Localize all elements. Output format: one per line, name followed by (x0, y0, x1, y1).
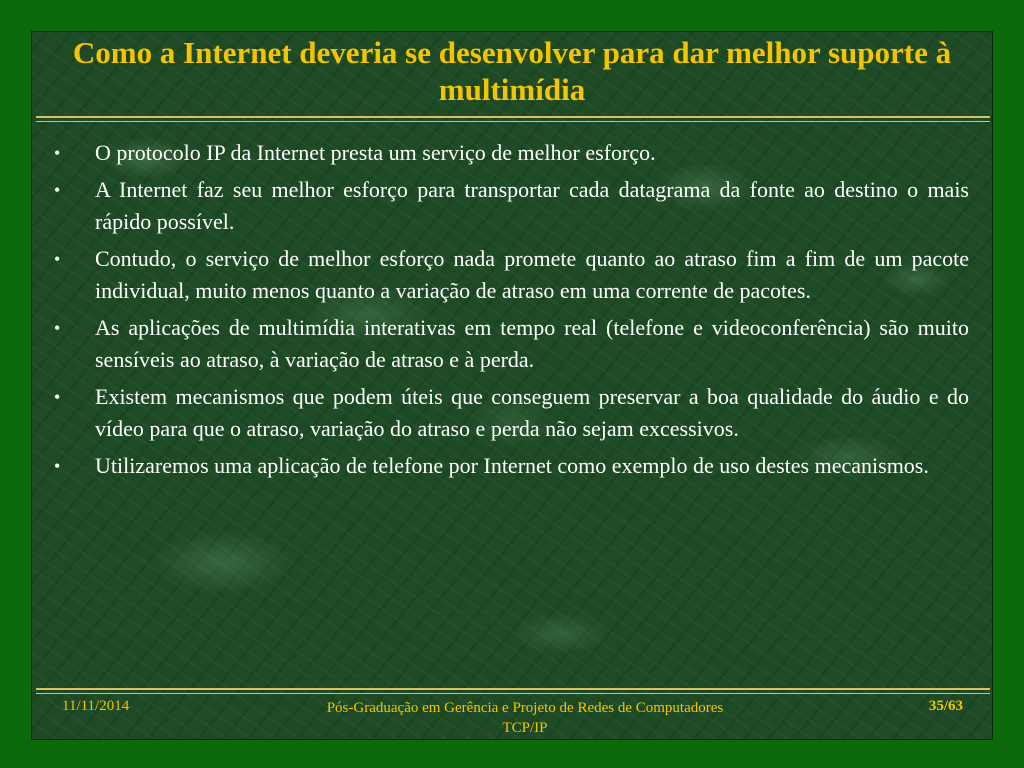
bullet-icon: • (54, 318, 61, 338)
bullet-icon: • (54, 249, 61, 269)
bullet-list (52, 137, 969, 487)
bullet-text: O protocolo IP da Internet presta um serviço de melhor esforço. (95, 140, 656, 165)
bullet-item (52, 312, 969, 376)
footer-course (220, 698, 830, 738)
bullet-item (52, 450, 969, 482)
bullet-text: Existem mecanismos que podem úteis que conseguem preservar a boa qualidade do áudio e do vídeo para que o atraso, variação do atraso e perda não sejam excessivos. (95, 384, 969, 441)
bullet-icon: • (54, 180, 61, 200)
bullet-text: Contudo, o serviço de melhor esforço nada promete quanto ao atraso fim a fim de um pacote individual, muito menos quanto a variação de atraso em uma corrente de pacotes. (95, 246, 969, 303)
footer-date: 11/11/2014 (62, 698, 130, 714)
bullet-text: As aplicações de multimídia interativas em tempo real (telefone e videoconferência) são muito sensíveis ao atraso, à variação de atraso e à perda. (95, 315, 969, 372)
bullet-item (52, 243, 969, 307)
bullet-icon: • (54, 387, 61, 407)
footer-course-line2: TCP/IP (502, 720, 548, 736)
bullet-text: Utilizaremos uma aplicação de telefone por Internet como exemplo de uso destes mecanismos. (95, 453, 929, 478)
bullet-icon: • (54, 456, 61, 476)
title-divider-thin (36, 121, 990, 122)
footer-page-number: 35/63 (928, 698, 963, 714)
footer-course-line1: Pós-Graduação em Gerência e Projeto de Redes de Computadores (326, 700, 724, 716)
bullet-item (52, 137, 969, 169)
title-divider (36, 116, 990, 118)
bullet-item (52, 381, 969, 445)
footer-divider (36, 688, 990, 690)
footer-divider-thin (36, 693, 990, 694)
slide-title: Como a Internet deveria se desenvolver para dar melhor suporte à multimídia (72, 35, 952, 107)
bullet-text: A Internet faz seu melhor esforço para transportar cada datagrama da fonte ao destino o mais rápido possível. (95, 177, 969, 234)
bullet-icon: • (54, 143, 61, 163)
bullet-item (52, 174, 969, 238)
